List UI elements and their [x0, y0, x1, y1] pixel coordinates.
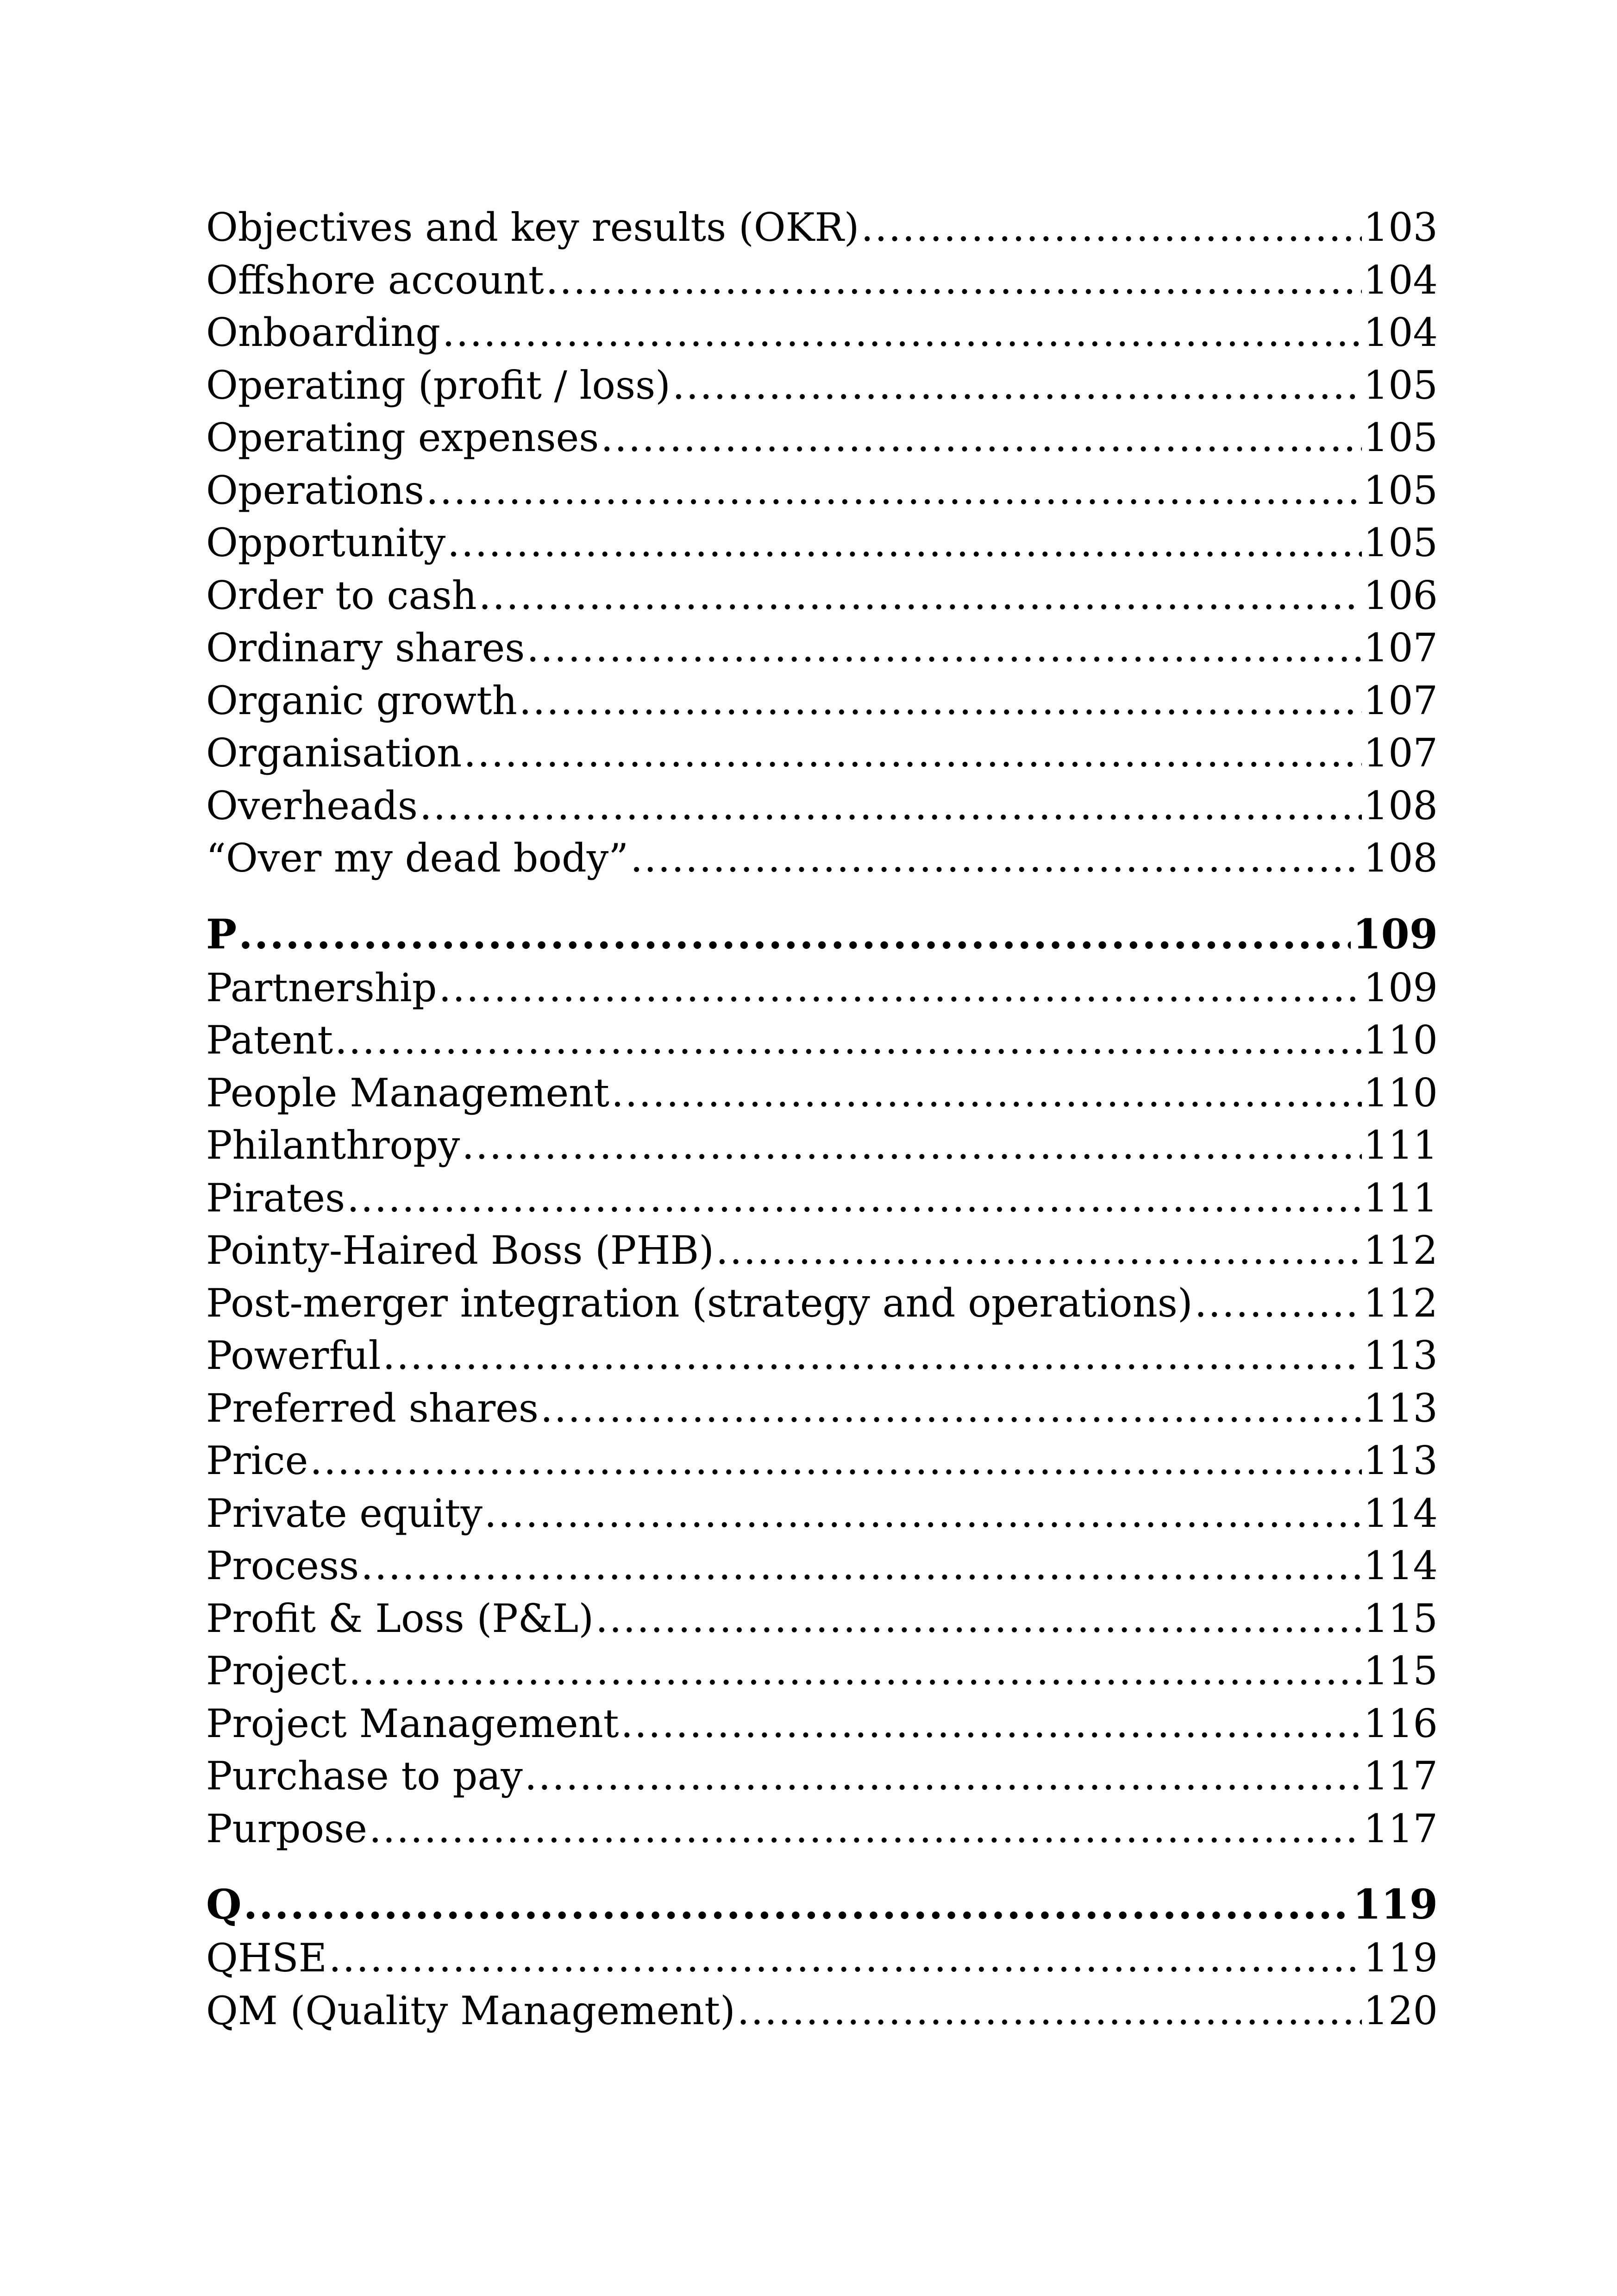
toc-dot-leader [630, 832, 1361, 885]
toc-entry-label: Offshore account [206, 257, 544, 303]
toc-entry[interactable] [206, 1067, 1438, 1120]
toc-entry-label: Operating (profit / loss) [206, 362, 671, 408]
toc-dot-leader [479, 570, 1362, 622]
toc-entry[interactable] [206, 962, 1438, 1015]
toc-dot-leader [672, 359, 1362, 412]
toc-entry[interactable] [206, 1645, 1438, 1698]
toc-entry-label: Profit & Loss (P&L) [206, 1595, 594, 1641]
toc-entry-label: Pirates [206, 1175, 345, 1221]
toc-dot-leader [244, 1876, 1351, 1932]
toc-entry-label: Purchase to pay [206, 1753, 523, 1799]
toc-section-heading[interactable] [206, 1876, 1438, 1932]
toc-entry-label: Operations [206, 467, 424, 513]
toc-entry-page: 107 [1363, 730, 1438, 776]
toc-dot-leader [447, 517, 1361, 570]
toc-entry-label: Price [206, 1438, 308, 1483]
toc-entry-page: 109 [1363, 965, 1438, 1010]
toc-entry-label: Objectives and key results (OKR) [206, 205, 859, 250]
toc-entry-page: 112 [1363, 1280, 1438, 1326]
toc-dot-leader [347, 1172, 1361, 1225]
toc-entry[interactable] [206, 1750, 1438, 1803]
toc-entry[interactable] [206, 1593, 1438, 1645]
toc-section-q [206, 1876, 1438, 2037]
toc-dot-leader [420, 780, 1362, 833]
toc-entry-label: Philanthropy [206, 1123, 460, 1168]
toc-entry[interactable] [206, 464, 1438, 517]
toc-heading-page: 119 [1353, 1880, 1438, 1928]
toc-entry[interactable] [206, 622, 1438, 675]
toc-dot-leader [620, 1698, 1361, 1750]
toc-entry-label: Private equity [206, 1490, 483, 1536]
toc-entry-page: 116 [1363, 1700, 1438, 1746]
toc-entry[interactable] [206, 832, 1438, 885]
toc-entry-page: 110 [1363, 1070, 1438, 1116]
toc-entry[interactable] [206, 780, 1438, 833]
toc-dot-leader [525, 1750, 1362, 1803]
toc-dot-leader [595, 1593, 1362, 1645]
toc-entry[interactable] [206, 1540, 1438, 1593]
toc-entry[interactable] [206, 1277, 1438, 1330]
toc-entry-page: 103 [1363, 205, 1438, 250]
toc-entry-label: Pointy-Haired Boss (PHB) [206, 1228, 714, 1273]
toc-entry-page: 105 [1363, 467, 1438, 513]
toc-section-p [206, 906, 1438, 1856]
toc-entry[interactable] [206, 1803, 1438, 1856]
toc-dot-leader [442, 307, 1362, 359]
toc-entry-label: Powerful [206, 1333, 381, 1378]
toc-entry-page: 113 [1363, 1385, 1438, 1431]
toc-dot-leader [601, 412, 1361, 464]
toc-entry[interactable] [206, 359, 1438, 412]
toc-entry-label: “Over my dead body” [206, 835, 629, 881]
toc-entry-label: QM (Quality Management) [206, 1988, 735, 2033]
toc-entry[interactable] [206, 307, 1438, 359]
toc-entry[interactable] [206, 254, 1438, 307]
toc-heading-page: 109 [1353, 910, 1438, 958]
toc-dot-leader [861, 201, 1361, 254]
toc-entry-label: QHSE [206, 1935, 327, 1981]
toc-entry[interactable] [206, 1487, 1438, 1540]
toc-entry-label: Purpose [206, 1806, 367, 1851]
toc-entry[interactable] [206, 675, 1438, 728]
toc-entry-page: 113 [1363, 1438, 1438, 1483]
toc-heading-letter: P [206, 910, 237, 958]
toc-entry-label: Post-merger integration (strategy and operations) [206, 1280, 1193, 1326]
toc-dot-leader [329, 1932, 1362, 1985]
toc-entry-page: 120 [1363, 1988, 1438, 2033]
toc-entry[interactable] [206, 517, 1438, 570]
toc-entry-page: 114 [1363, 1543, 1438, 1588]
toc-entry[interactable] [206, 1435, 1438, 1487]
toc-entry[interactable] [206, 570, 1438, 622]
toc-entry-page: 108 [1363, 783, 1438, 828]
toc-dot-leader [484, 1487, 1362, 1540]
toc-entry-page: 115 [1363, 1648, 1438, 1694]
toc-section-heading[interactable] [206, 906, 1438, 962]
toc-dot-leader [462, 1119, 1361, 1172]
toc-entry-page: 104 [1363, 257, 1438, 303]
toc-entry[interactable] [206, 727, 1438, 780]
toc-dot-leader [426, 464, 1362, 517]
toc-dot-leader [716, 1224, 1362, 1277]
toc-dot-leader [519, 675, 1362, 728]
toc-entry-page: 106 [1363, 572, 1438, 618]
toc-dot-leader [439, 962, 1362, 1015]
toc-entry-page: 107 [1363, 678, 1438, 723]
toc-dot-leader [361, 1540, 1361, 1593]
toc-dot-leader [1195, 1277, 1362, 1330]
toc-entry-page: 119 [1363, 1935, 1438, 1981]
toc-section-o [206, 201, 1438, 885]
toc-entry-page: 117 [1363, 1753, 1438, 1799]
toc-entry-label: Process [206, 1543, 359, 1588]
toc-entry-page: 112 [1363, 1228, 1438, 1273]
toc-entry[interactable] [206, 1382, 1438, 1435]
toc-entry[interactable] [206, 1932, 1438, 1985]
toc-entry-label: Partnership [206, 965, 437, 1010]
toc-dot-leader [526, 622, 1361, 675]
toc-dot-leader [546, 254, 1362, 307]
toc-entry-label: Operating expenses [206, 415, 599, 460]
toc-entry-page: 104 [1363, 310, 1438, 355]
toc-entry-page: 113 [1363, 1333, 1438, 1378]
toc-entry-page: 110 [1363, 1017, 1438, 1063]
toc-dot-leader [383, 1330, 1362, 1382]
toc-entry[interactable] [206, 412, 1438, 464]
toc-dot-leader [335, 1014, 1362, 1067]
toc-entry[interactable] [206, 1119, 1438, 1172]
toc-entry[interactable] [206, 1014, 1438, 1067]
toc-dot-leader [349, 1645, 1362, 1698]
toc-entry-label: People Management [206, 1070, 610, 1116]
toc-dot-leader [238, 906, 1351, 962]
toc-dot-leader [464, 727, 1361, 780]
toc-entry-page: 105 [1363, 415, 1438, 460]
toc-entry-label: Organisation [206, 730, 462, 776]
toc-entry-label: Project [206, 1648, 347, 1694]
toc-dot-leader [540, 1382, 1362, 1435]
toc-entry-label: Preferred shares [206, 1385, 539, 1431]
toc-entry-label: Project Management [206, 1700, 619, 1746]
toc-heading-letter: Q [206, 1880, 242, 1928]
table-of-contents [206, 201, 1438, 2037]
toc-entry[interactable] [206, 201, 1438, 254]
toc-entry[interactable] [206, 1330, 1438, 1382]
toc-entry-page: 111 [1363, 1123, 1438, 1168]
toc-dot-leader [369, 1803, 1362, 1856]
toc-entry-page: 114 [1363, 1490, 1438, 1536]
toc-entry-label: Order to cash [206, 572, 477, 618]
toc-entry[interactable] [206, 1985, 1438, 2038]
toc-entry-label: Overheads [206, 783, 418, 828]
toc-entry-label: Ordinary shares [206, 625, 525, 671]
toc-entry-page: 117 [1363, 1806, 1438, 1851]
toc-entry-page: 107 [1363, 625, 1438, 671]
toc-entry[interactable] [206, 1224, 1438, 1277]
toc-entry-label: Patent [206, 1017, 333, 1063]
toc-entry-page: 108 [1363, 835, 1438, 881]
toc-entry[interactable] [206, 1172, 1438, 1225]
toc-entry-label: Opportunity [206, 520, 446, 565]
toc-dot-leader [611, 1067, 1362, 1120]
toc-entry-page: 105 [1363, 520, 1438, 565]
toc-dot-leader [310, 1435, 1361, 1487]
toc-dot-leader [737, 1985, 1362, 2038]
toc-entry-page: 115 [1363, 1595, 1438, 1641]
toc-entry[interactable] [206, 1698, 1438, 1750]
toc-entry-page: 105 [1363, 362, 1438, 408]
toc-entry-label: Onboarding [206, 310, 441, 355]
toc-entry-page: 111 [1363, 1175, 1438, 1221]
toc-entry-label: Organic growth [206, 678, 517, 723]
